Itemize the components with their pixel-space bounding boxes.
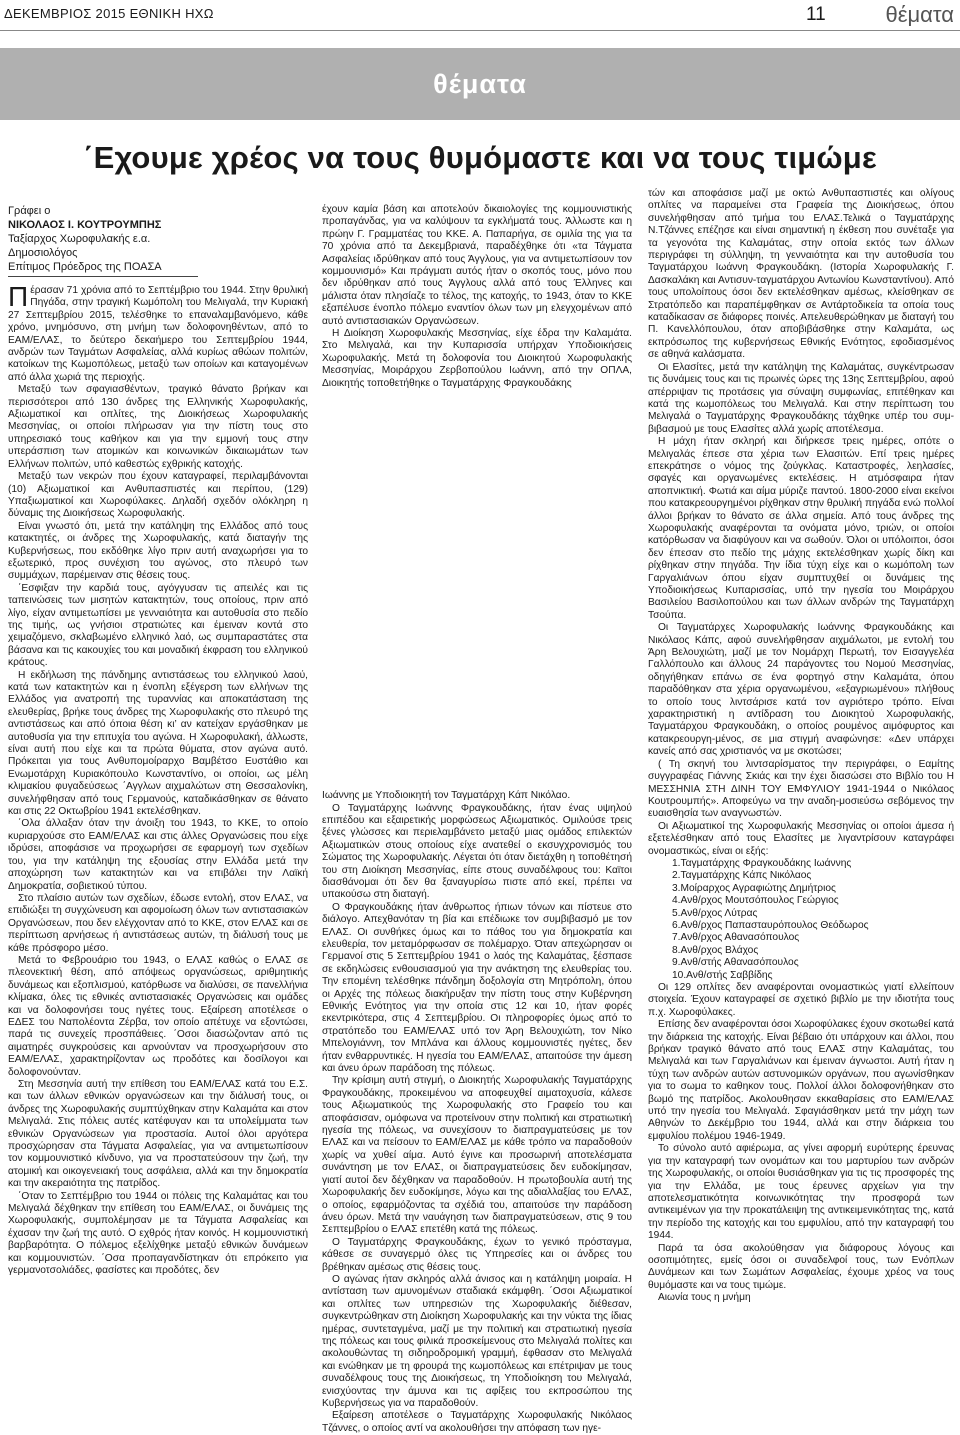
paragraph: Ο Ταγματάρχης Φραγκουδάκης, έχων το γενικό πρόσταγμα, κάθεσε σε συναγερμό όλες τις Υπηρεσίες και οι άνδρες του βρέθηκαν αμέσως στις θέσεις τους.	[322, 1236, 632, 1273]
author-block	[8, 204, 308, 277]
section-name: θέματα	[885, 2, 954, 27]
banner-label: θέματα	[433, 68, 527, 99]
paragraph: Η εκδήλωση της πάνδημης αντιστάσεως του ελληνικού λαού, κατά των κατακτητών και η ένοπλη εξέγερση των ελλήνων της Ελλάδος για ανατροπή της τυραννίας και αποκατάσταση της ελευθερίας, βρήκε τους άνδρες της Χωροφυλακής στο πλευρό της αντιστάσεως και από όποια θέση κι’ αν κατείχαν εργάσθηκαν με αυτοθυσία για την επιτυχία του αγώνα. Η Χωροφυλακή, άλλωστε, είναι αυτή που είχε και τα πρώτα θύματα, στον αγώνα αυτό. Πρόκειται για τους Ανθυπομοίραρχο Βαμβέτσο Ευστάθιο και Ενωμοτάρχη Κυριακόπουλο Κωνσταντίνο, οι οποίοι, ως μέλη κλιμακίου φυγαδεύσεως ΄Αγγλων αιχμαλώτων στη Θεσσαλονίκη, συνελήφθησαν από τους Γερμανούς, καταδικάσθηκαν σε θάνατο και στις 22 Οκτωβρίου 1941 εκτελέσθηκαν.	[8, 669, 308, 818]
author-rank: Ταξίαρχος Χωροφυλακής ε.α.	[8, 233, 151, 245]
closing-line: Αιωνία τους η μνήμη	[658, 1292, 751, 1304]
column-1	[8, 204, 308, 1278]
paragraph: Είναι γνωστό ότι, μετά την κατάληψη της Ελλάδος από τους κατακτητές, οι άνδρες της Χωροφυλακής, κατά διαταγήν της Κυβερνήσεως, που εκδόθηκε λίγο πριν αυτή αναχωρήσει για το εξωτερικό, προς συνέχιση του αγώνος, στο πλευρό των συμμάχων, παρέμειναν στις θέσεις τους.	[8, 520, 308, 582]
paragraph: Εξαίρεση αποτέλεσε ο Ταγματάρχης Χωροφυλακής Νικόλαος Τζάννες, ο οποίος αντί να ακολουθήσει την απόφαση των ηγε-	[322, 1410, 632, 1434]
paragraph: Η μάχη ήταν σκληρή και διήρκεσε τρεις ημέρες, οπότε ο Μελιγαλάς έπεσε στα χέρια των Ελασιτών. Επί τρεις ημέρες επεκράτησε ο νόμος της ζούγκλας. Καταστροφές, λεηλασίες, σφαγές και οργανωμένες εκτελέσεις. Η ατμόσφαιρα ήταν αποπνικτική. Φωτιά και αίμα μύριζε παντού. 1800-2000 είναι εκείνοι που κατακρεουργημένοι ρίχθηκαν στην θρυλική πηγάδα ενώ πολλοί άλλοι βρήκαν το θάνατο σε άλλα σημεία. Από τους άνδρες της Χωροφυλακής αναφέρονται τα ονόματα μόνο, τριών, οι οποίοι κατόρθωσαν να διαφύγουν και να σωθούν. Όλοι οι υπόλοιποι, όσοι δεν έπεσαν στο πεδίο της μάχης εκτελέσθηκαν χωρίς δίκη και ρίχθηκαν στην πηγάδα. Την ίδια τύχη είχε και ο κωμόπολη των Γαργαλιάνων όπου είχαν συμπτυχθεί οι δυνάμεις της Υποδιοικήσεως Κυπαρισσίας, υπό την ηγεσία του Μοιράρχου Βασιλείου Βασιλοπούλου και των άλλων ανδρών της Ταγματάρχη Τσούπα.	[648, 436, 954, 621]
list-item: 3.Μοίραρχος Αγραφιώτης Δημήτριος	[672, 882, 836, 894]
list-item: 8.Ανθ/ρχος Βλάχος	[672, 944, 759, 956]
paragraph: Η Διοίκηση Χωροφυλακής Μεσσηνίας, είχε έδρα την Καλαμάτα. Στο Μελιγαλά, και την Κυπαρισσία υπήρχαν Υποδιοικήσεις Χωροφυλακής. Μετά τη δολοφονία του Διοικητού Χωροφυλακής Μεσσηνίας, Μοιράρχου Ζερβοπούλου Ιωάννη, από την ΟΠΛΑ, Διοικητής τοποθετήθηκε ο Ταγματάρχης Φραγκουδάκης	[322, 328, 632, 389]
dropcap: Π	[8, 281, 29, 312]
paragraph: Επίσης δεν αναφέρονται όσοι Χωροφύλακες έχουν σκοτωθεί κατά την διάρκεια της κατοχής. Είναι βέβαιο ότι υπάρχουν και άλλοι, που βρήκαν τραγικό θάνατο από τους ΕΛΑΣ στην Καλαμάτας, του Μελιγαλά και των Γαργαλιάνων και έμειναν άγνωστοι. Αυτή ήταν η τύχη των ανδρών αυτών αστυνομικών οργάνων, που αγωνίσθηκαν για το σωμα το καθηκον τους. Πολλοί άλλοι δολοφονήθηκαν στο βωμό της πατρίδος. Ακολουθησαν εκκαθαρίσεις στο ΕΑΜ/ΕΛΑΣ υπό την ηγεσία του Μελιγαλά. Σφαγιάσθηκαν μετά την μάχη των Αθηνών το Δεκέμβριο του 1944, αλλά και στην διάρκεια του εμφυλίου πολέμου 1946-1949.	[648, 1019, 954, 1142]
paragraph: Οι Αξιωματικοί της Χωροφυλακής Μεσσηνίας οι οποίοι άμεσα ή εξετελέσθηκαν από τους Ελασίτες με λιγαντρίσουν καταγράφει ονομαστικώς, είναι οι εξής:	[648, 820, 954, 857]
page-header	[0, 0, 960, 32]
author-rule	[8, 276, 198, 277]
paragraph: ΄Εσφιξαν την καρδιά τους, αγόγγυσαν τις απειλές και τις ταπεινώσεις των μισητών κατακτητών, τους οποίους, πριν από λίγο, είχαν αντιμετωπίσει με γενναιότητα και αυτοθυσία στο πεδίο της τιμής, ως γνήσιοι στρατιώτες και έμειναν κοντά στο χειμαζόμενο, σκλαβωμένο ελληνικό λαό, ως συμπαραστάτες στα βάσανα και τις κακουχίες του και μοναδική έκφραση του ελληνικού κράτους.	[8, 582, 308, 669]
page-number: 11	[806, 4, 826, 25]
paragraph: Ο Φραγκουδάκης ήταν άνθρωπος ήπιων τόνων και πίστευε στο διάλογο. Απεχθανόταν τη βία και επέδιωκε τον συμβιβασμό με τον ΕΛΑΣ. Οι συνθήκες όμως και το πάθος του για δημοκρατία και ελευθερία, τον μεταμόρφωσαν σε πολέμαρχο. Όταν απεχώρησαν οι Γερμανοί στις 5 Σεπτεμβρίου 1941 ο λαός της Καλαμάτας, ξέσπασε σε εκδηλώσεις ενθουσιασμού για την ανάκτηση της ελευθερίας του. Την επομένη τελέσθηκε πάνδημη δοξολογία στη Μητρόπολη, όπου οι Αρχές της πόλεως διακήρυξαν την πίστη τους στην Κυβέρνηση Εθνικής Ενότητος για την οποία στις 12 και 10, ήταν φορές εκεντρικότερα, στις 4 Σεπτεμβρίου. Οι πληροφορίες όμως από το στρατόπεδο του ΕΑΜ/ΕΛΑΣ υπό τον Άρη Βελουχιώτη, τον Νίκο Μπελογιάννη, τον Μπλάνα και άλλους κομμουνιστές ηγέτες, δεν ήταν ενθαρρυντικές. Η ηγεσία του ΕΑΜ/ΕΛΑΣ, απαιτούσε την άμεση και άνευ όρων παράδοση της πόλεως.	[322, 901, 632, 1075]
paragraph: Στο πλαίσιο αυτών των σχεδίων, έδωσε εντολή, στον ΕΛΑΣ, να επιδιώξει τη συγχώνευση και αφομοίωση όλων των αντιστασιακών Οργανώσεων, που δεν ελέγχονταν από το ΚΚΕ, στον ΕΛΑΣ και σε περίπτωση αρνήσεως ή αντιστάσεως αυτών, τη διάλυσή τους με κάθε πρόσφορο μέσο.	[8, 892, 308, 954]
intro-text: έρασαν 71 χρόνια από το Σεπτέμβριο του 1944. Στην θρυλική Πηγάδα, στην τραγική Κωμόπολη του Μελιγαλά, την Κυριακή 27 Σεπτεμβρίου 2015, τελέσθηκε το επαναλαμβανόμενο, κάθε χρόνο, μνημόσυνο, στη μνήμη των δολοφονηθέντων, από το ΕΑΜ/ΕΛΑΣ, το δεύτερο δεκαήμερο του Σεπτεμβρίου 1944, ανδρών των Ταγμάτων Ασφαλείας, αλλά κυρίως αθώων πολιτών, κατοίκων της Κωμοπόλεως, μεταξύ των οποίων και καταγομένων από άλλα χωριά της περιοχής.	[8, 285, 308, 383]
paragraph: Την κρίσιμη αυτή στιγμή, ο Διοικητής Χωροφυλακής Ταγματάρχης Φραγκουδάκης, προκειμένου να αποφευχθεί αιματοχυσία, κάλεσε τους Αξιωματικούς της Χωροφυλακής στο Γραφείο του και αποφάσισαν, ομόφωνα να προτείνουν στην πολιτική και στρατιωτική ηγεσία της πόλεως, να συνεχίσουν το διαπραγματεύσεις με τον ΕΛΑΣ και να πείσουν το ΕΑΜ/ΕΛΑΣ με κάθε τρόπο να παραδοθούν χωρίς να χυθεί αίμα. Αυτό έγινε και προσωρινή αποτελέσματα συνάντηση με τον ΕΛΑΣ, οι διαπραγματεύσεις δεν ευδοκίμησαν, γιατί αυτοί δεν δέχθηκαν να παραδοθούν. Η πρωτοβουλία αυτή της Χωροφυλακής δεν ευδοκίμησε, λόγω και της αδιαλλαξίας του ΕΛΑΣ, ο οποίος, εφαρμόζοντας τα σχέδιά του, απαιτούσε την παράδοση άνευ όρων. Μετά την ναυάγηση των διαπραγματεύσεων, στις 9 του Σεπτεμβρίου ο ΕΛΑΣ επετέθη κατά της πόλεως.	[322, 1075, 632, 1236]
author-writes: Γράφει ο	[8, 205, 51, 217]
list-item: 10.Ανθ/στής Σαββίδης	[672, 969, 773, 981]
paragraph: έχουν καμία βάση και αποτελούν δικαιολογίες της κομμουνιστικής προπαγάνδας, για να καλύψουν τα εγκλήματά τους. Άλλωστε και η πρώην Γ. Γραμματέας του ΚΚΕ. Α. Παπαρήγα, σε ομιλία της για τα 70 χρόνια από τα Δεκεμβριανά, παραδέχθηκε ότι «τα Τάγματα Ασφαλείας ιδρύθηκαν από τους Άγγλους, για να αντιμετωπίσουν τον κομμουνισμό» Και πράγματι αυτός ήταν ο σκοπός τους, μόνο που δεν ιδρύθηκαν από τους Άγγλους αλλά από τους Έλληνες και μάλιστα όταν πλησίαζε το τέλος, της κατοχής, το 1943, όταν το ΚΚΕ εξαπέλυσε ένοπλο πόλεμο εναντίον όλων των μη ελεγχομένων από αυτό αντιστασιακών Οργανώσεων.	[322, 204, 632, 327]
paragraph: Μετά το Φεβρουάριο του 1943, ο ΕΛΑΣ καθώς ο ΕΛΑΣ σε πλεονεκτική θέση, από απόψεως οργανώσεως, αριθμητικής δυνάμεως και εξοπλισμού, κατόρθωσε να διαλύσει, σε πανελλήνια κλίμακα, όλες τις εθνικές αντιστασιακές Οργανώσεις και ομάδες και να δολοφονήσει τους ηγέτες τους. Εξαίρεση αποτέλεσε ο ΕΔΕΣ του Ναπολέοντα Ζέρβα, τον οποίο απέτυχε να εξοντώσει, παρά τις συνεχείς προσπάθειες. ΄Οσοι διασώζονταν από τις αιματηρές συγκρούσεις και αρνούνταν να προσχωρήσουν στο ΕΑΜ/ΕΛΑΣ, χαρακτηρίζονταν ως προδότες και δοσίλογοι και δολοφονούνταν.	[8, 954, 308, 1078]
list-item: 4.Ανθ/ρχος Μουτσόπουλος Γεώργιος	[672, 895, 839, 907]
section-banner	[0, 48, 960, 120]
paragraph: Το σύνολο αυτό αφιέρωμα, ας γίνει αφορμή ευρύτερης έρευνας για την καταγραφή των ονομάτων και του μαρτυρίου των ανδρών της Χωροφυλακής, οι οποίοι θυσιάσθηκαν για τις τις προσφορές της για την Ελλάδα, με τους έρευνες αρχείων για την αποτελεσματικότητα κοινωνικότητας την προσφορά των αντικειμένων για την προκατάλειψη της αντικειμενικότητας της, κατά την περίοδο της κατοχής και του εμφυλίου, από την καταγραφή του 1944.	[648, 1143, 954, 1242]
author-name: ΝΙΚΟΛΑΟΣ Ι. ΚΟΥΤΡΟΥΜΠΗΣ	[8, 219, 162, 231]
column-2	[322, 204, 632, 1435]
officer-list	[648, 858, 954, 982]
paragraph: Οι Ταγματάρχες Χωροφυλακής Ιωάννης Φραγκουδάκης και Νικόλαος Κάπς, αφού συνελήφθησαν αιχμάλωτοι, με εντολή του Άρη Βελουχιώτη, μαζί με τον Νομάρχη Περωτή, τον Εισαγγελέα Γαλλόπουλο και άλλους 24 παράγοντες του Νομού Μεσσηνίας, οδηγήθηκαν επάνω σε ένα φορτηγό στην Καλαμάτα, όπου παραδόθηκαν στα χέρια οργανωμένου, «εξαγριωμένου» πλήθους το οποίο τους λιντσάρισε κατά τον αγριότερο τρόπο. Είναι χαρακτηριστική η αντίδραση του Διοικητού Χωροφυλακής, Ταγματάρχου Φραγκουδάκη, ο οποίος ρουμένος αιμόφυρτος και κατακρεουργη-μένος, σε μια στιγμή αναφώνησε: «Δεν υπάρχει κανείς από σας χριστιανός να με σκοτώσει;	[648, 622, 954, 758]
paragraph: Παρά τα όσα ακολούθησαν για διάφορους λόγους και οσοπιμότητες, εμείς όσοι οι συναδελφοί τους, των Ενόπλων Δυνάμεων και των Σωμάτων Ασφαλείας, έχουμε χρέος να τους θυμόμαστε και να τους τιμώμε.	[648, 1242, 954, 1291]
list-item: 7.Ανθ/ρχος Αθανασόπουλος	[672, 932, 800, 944]
author-role: Δημοσιολόγος	[8, 247, 78, 259]
paragraph: ( Τη σκηνή του λιντσαρίσματος την περιγράφει, ο Εαμίτης συγγραφέας Γιάννης Σκιάς και την έχει διασώσει στο Βιβλίο του Η ΜΕΣΣΗΝΙΑ ΣΤΗ ΔΙΝΗ ΤΟΥ ΕΜΦΥΛΙΟΥ 1941-1944 ο Νικόλαος Κουτρουμπής». Αποφεύγω να την αναδη-μοσιεύσω σεβόμενος την ευαισθησία των αναγνωστών.	[648, 758, 954, 820]
list-item: 9.Ανθ/στής Αθανασόπουλος	[672, 957, 799, 969]
list-item: 2.Ταγματάρχης Κάπς Νικόλαος	[672, 870, 812, 882]
paragraph: Μεταξύ των νεκρών που έχουν καταγραφεί, περιλαμβάνονται (10) Αξιωματικοί και Ανθυπασπιστές και περίπου, (129) Υπαξιωματικοί και Χωροφύλακες. Δηλαδή σχεδόν ολόκληρη η δύναμις της Διοικήσεως Χωροφυλακής.	[8, 471, 308, 520]
intro-paragraph	[8, 281, 308, 384]
paragraph: ΄Ολα άλλαξαν όταν την άνοιξη του 1943, το ΚΚΕ, το οποίο κυριαρχούσε στο ΕΑΜ/ΕΛΑΣ και στις άλλες Οργανώσεις που είχε ιδρύσει, αποφάσισε να προχωρήσει σε εφαρμογή των σχεδίων του, για την κατάληψη της εξουσίας στην Ελλάδα μετά την αποχώρηση των κατακτητών και να επιβάλει την Λαϊκή Δημοκρατία, σοβιετικού τύπου.	[8, 818, 308, 892]
paragraph: Ο Ταγματάρχης Ιωάννης Φραγκουδάκης, ήταν ένας υψηλού επιπέδου και εξαιρετικής μορφώσεως Αξιωματικός. Ομιλούσε τρεις ξένες γλώσσες και περιελαμβάνετο μεταξύ μιας ομάδος επιλεκτών Αξιωματικών στους οποίους είχε ανατεθεί ο εκσυγχρονισμός του Σώματος της Χωροφυλακής. Λέγεται ότι όταν διετάχθη η τοποθέτησή του στη Διοίκηση Μεσσηνίας, είπε στους συναδέλφους του: Καϊτοι διασθάνομαι ότι δεν θα ξαναγυρίσω πιστε από εκεί, πρέπει να υπακούσω στη διαταγή.	[322, 802, 632, 901]
column-3	[648, 188, 954, 1305]
paragraph: Οι 129 οπλίτες δεν αναφέρονται ονομαστικώς γιατί ελλείπουν στοιχεία. Έχουν καταγραφεί σε σχετικό βιβλίο με την ιδιοτήτα τους π.χ. Χωροφύλακες.	[648, 982, 954, 1018]
newspaper-date: ΔΕΚΕΜΒΡΙΟΣ 2015 ΕΘΝΙΚΗ ΗΧΩ	[4, 6, 214, 21]
list-item: 1.Ταγματάρχης Φραγκουδάκης Ιωάννης	[672, 857, 852, 869]
author-title: Επίτιμος Πρόεδρος της ΠΟΑΣΑ	[8, 261, 162, 273]
paragraph: Μεταξύ των σφαγιασθέντων, τραγικό θάνατο βρήκαν και περισσότεροι από 130 άνδρες της Ελληνικής Χωροφυλακής, Αξιωματικοί και οπλίτες, της Διοικήσεως Χωροφυλακής Μεσσηνίας, οι οποίοι πλήρωσαν για την πίστη τους στο υπηρεσιακό τους καθήκον και για την εμμονή τους στην υπεράσπιση των ατομικών και κοινωνικών δικαιωμάτων των Ελλήνων πολιτών, υπό καθεστώς εχθρικής κατοχής.	[8, 384, 308, 470]
paragraph: Στη Μεσσηνία αυτή την επίθεση του ΕΑΜ/ΕΛΑΣ κατά του Ε.Σ. και των άλλων εθνικών οργανώσεων και την διάλυσή τους, οι άνδρες της Χωροφυλακής συμπτύχθηκαν στην Καλαμάτα και στον Μελιγαλά. Στις πόλεις αυτές κατέφυγαν και τα υπολείμματα των εθνικών Οργανώσεων για προστασία. Αυτοί όλοι αργότερα προσχώρησαν στα Τάγματα Ασφαλείας, για να αντιμετωπίσουν τον κομμουνιστικό κίνδυνο, για να προστατεύσουν την ζωή, την ατομική και οικογενειακή τους ασφάλεια, αλλά και την δημοκρατία και την ακεραιότητα της πατρίδος.	[8, 1079, 308, 1190]
paragraph: Οι Ελασίτες, μετά την κατάληψη της Καλαμάτας, συγκέντρωσαν τις δυνάμεις τους και τις πρωινές ώρες της 13ης Σεπτεμβρίου, αφού απέρριψαν τις προτάσεις για σύναψη συμφωνίας, επιτέθηκαν και κατά της κωμοπόλεως του Μελιγαλά. Και στην περίπτωση του Μελιγαλά ο Ταγματάρχης Φραγκουδάκης τάχθηκε υπέρ του συμ-βιβασμού με τους Ελασίτες αλλά χωρίς αποτέλεσμα.	[648, 361, 954, 435]
article-headline: ΄Εχουμε χρέος να τους θυμόμαστε και να τους τιμώμε	[83, 140, 877, 175]
header-divider	[0, 30, 960, 31]
list-item: 6.Ανθ/ρχος Παπασταυρόπουλος Θεόδωρος	[672, 919, 869, 931]
paragraph: Ιωάννης με Υποδιοικητή τον Ταγματάρχη Κάπ Νικόλαο.	[322, 790, 571, 802]
paragraph: ΄Οταν το Σεπτέμβριο του 1944 οι πόλεις της Καλαμάτας και του Μελιγαλά δέχθηκαν την επίθεση του ΕΑΜ/ΕΛΑΣ, οι δυνάμεις της Χωροφυλακής, συμπολέμησαν με τα Τάγματα Ασφαλείας και έχασαν την ζωή της αυτό. Ο εχθρός ήταν κοινός. Η κομμουνιστική βαρβαρότητα. Ο πόλεμος εξελίχθηκε μεταξύ εθνικών δυνάμεων και κομμουνιστών. ΄Οσα προπαγανδίστηκαν ότι επρόκειτο για γερμανοτσολιάδες, φασίστες και προδότες, δεν	[8, 1190, 308, 1277]
paragraph: τών και αποφάσισε μαζί με οκτώ Ανθυπασπιστές και ολίγους οπλίτες να παραμείνει στα Γραφεία της Διοικήσεως, όπου συνελήφθησαν από τμήμα του ΕΛΑΣ.Τελικά ο Ταγματάρχης Ν.Τζάννες επέζησε και είναι σημαντική η έκθεση που συνέταξε για τα γεγονότα της Καλαμάτας, στην οποία εκτός των άλλων περιγράφει τη σύλληψη, τη γενναιότητα και την αυτοθυσία του Ταγματάρχου Ιωάννη Φραγκουδάκη. (Ιστορία Χωροφυλακής Γ. Δασκαλάκη και Αντισυν-ταγματάρχου Αντωνίου Κωνσταντίνου). Από τους υπολοίπους όσοι δεν εκτελέσθηκαν αμέσως, κλείσθηκαν σε Στρατόπεδο και παραπέμφθηκαν σε Αντάρτοδικεία τα οποία τους καταδίκασαν σε διάφορες ποινές. Απελευθερώθηκαν με διαταγή του Π. Κανελλόπουλου, όταν αποβιβάσθηκε στην Καλαμάτα, ως εκπρόσωπος της κυβερνήσεως Εθνικής Ενότητος, εφοδιασμένος σε αθηνά καλάσματα.	[648, 188, 954, 361]
list-item: 5.Ανθ/ρχος Λύτρας	[672, 907, 758, 919]
paragraph: Ο αγώνας ήταν σκληρός αλλά άνισος και η κατάληψη μοιραία. Η αντίσταση των αμυνομένων σταδιακά εκάμφθη. ΄Οσοι Αξιωματικοί και οπλίτες των υπηρεσιών της Χωροφυλακής διέθεσαν, συγκεντρώθηκαν στη Διοίκηση Χωροφυλακής και την νύκτα της ίδιας ημέρας, συντεταγμένα, μαζί με την πολιτική και στρατιωτική ηγεσία της πόλεως και τους φιλικά προσκείμενους στο Μελιγαλά πολίτες και ακολουθώντας τη σιδηροδρομική γραμμή, έφθασαν στο Μελιγαλά και ενώθηκαν με τη φρουρά της κωμοπόλεως και επέτριψαν με τους συναδέλφους τους της Διοικήσεως, τη Υποδιοίκηση του Μελιγαλά, ενισχύοντας την άμυνα και τις αφίξεις του εκπροσώπου της Κυβερνήσεως για να παραδοθούν.	[322, 1273, 632, 1409]
blank-space	[322, 390, 632, 790]
